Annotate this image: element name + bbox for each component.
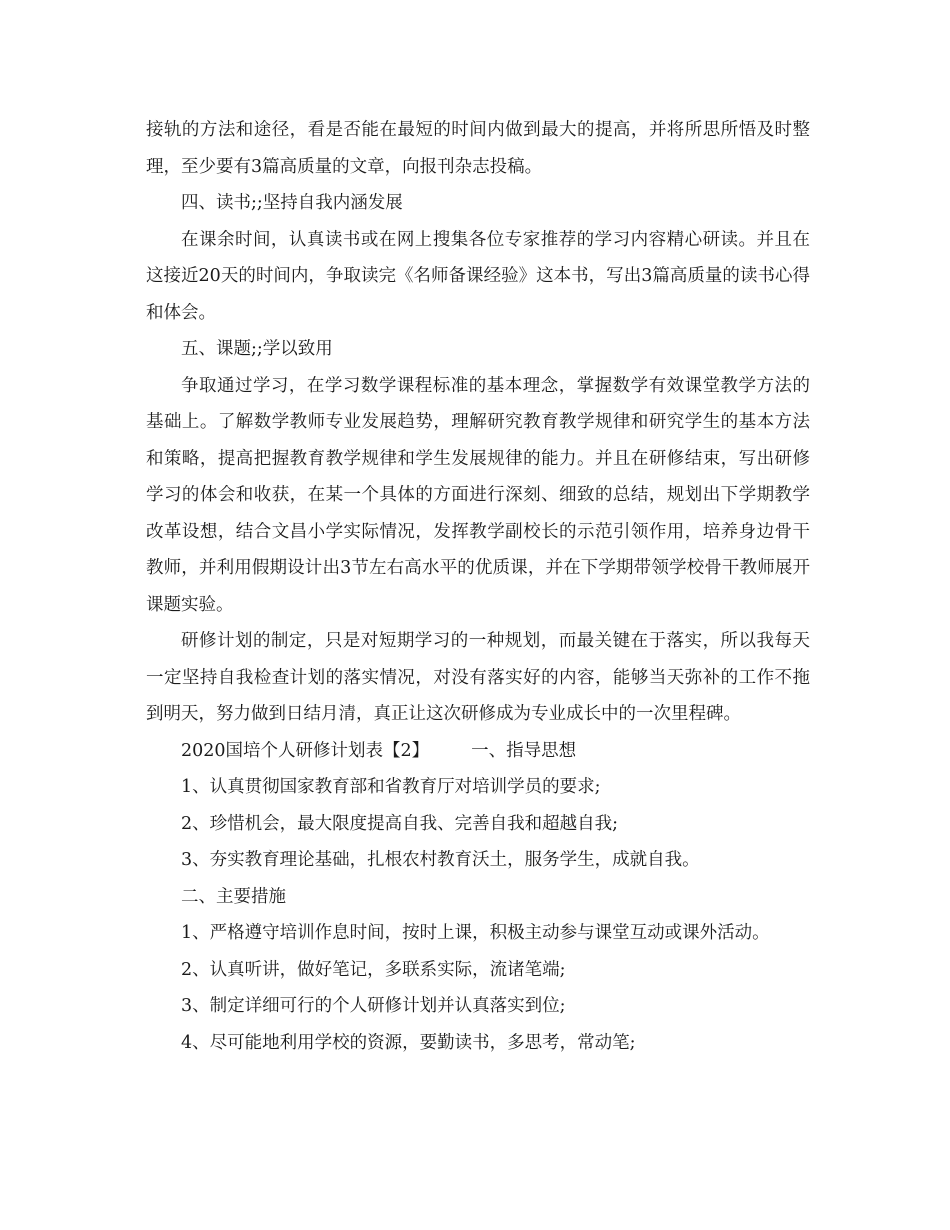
paragraph-topic: 争取通过学习，在学习数学课程标准的基本理念，掌握数学有效课堂教学方法的基础上。了解数学教师专业发展趋势，理解研究教育教学规律和研究学生的基本方法和策略，提高把握教育教学规律和学生发展规律的能力。并且在研修结束，写出研修学习的体会和收获，在某一个具体的方面进行深刻、细致的总结，规划出下学期教学改革设想，结合文昌小学实际情况，发挥教学副校长的示范引领作用，培养身边骨干教师，并利用假期设计出3节左右高水平的优质课，并在下学期带领学校骨干教师展开课题实验。 [146,375,810,615]
section-heading-guiding: 一、指导思想 [471,740,577,761]
section-heading-reading: 四、读书;;坚持自我内涵发展 [181,193,403,213]
list-item: 4、尽可能地利用学校的资源，要勤读书，多思考，常动笔; [181,1032,636,1053]
list-item: 3、制定详细可行的个人研修计划并认真落实到位; [181,996,566,1016]
list-item: 1、严格遵守培训作息时间，按时上课，积极主动参与课堂互动或课外活动。 [181,923,770,943]
list-item: 3、夯实教育理论基础，扎根农村教育沃土，服务学生，成就自我。 [181,850,700,870]
section-heading-measures: 二、主要措施 [181,886,286,907]
section-heading-topic: 五、课题;;学以致用 [181,339,333,359]
title-line [146,733,810,770]
paragraph-conclusion: 研修计划的制定，只是对短期学习的一种规划，而最关键在于落实，所以我每天一定坚持自我检查计划的落实情况，对没有落实好的内容，能够当天弥补的工作不拖到明天，努力做到日结月清，真正让这次研修成为专业成长中的一次里程碑。 [146,631,810,724]
document-body [146,112,810,1061]
document-title: 2020国培个人研修计划表【2】 [181,740,430,761]
list-item: 2、认真听讲，做好笔记，多联系实际，流诸笔端; [181,959,566,980]
paragraph-reading: 在课余时间，认真读书或在网上搜集各位专家推荐的学习内容精心研读。并且在这接近20天的时间内，争取读完《名师备课经验》这本书，写出3篇高质量的读书心得和体会。 [146,229,810,323]
list-item: 1、认真贯彻国家教育部和省教育厅对培训学员的要求; [181,777,601,797]
list-item: 2、珍惜机会，最大限度提高自我、完善自我和超越自我; [181,813,619,834]
paragraph-continuation: 接轨的方法和途径，看是否能在最短的时间内做到最大的提高，并将所思所悟及时整理，至少要有3篇高质量的文章，向报刊杂志投稿。 [146,120,810,177]
